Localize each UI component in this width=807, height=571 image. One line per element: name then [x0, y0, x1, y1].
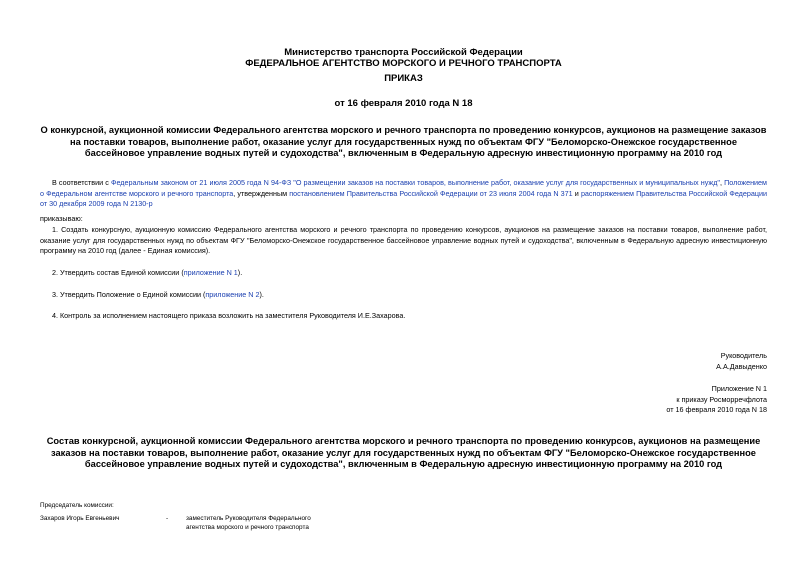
federal-law-link[interactable]: Федеральным законом от 21 июля 2005 года N 94-ФЗ "О размещении заказов на поставки товаров, выполнение работ, оказание услуг для государственных и муниципальных нужд" [110, 178, 720, 187]
order-item-2 [40, 268, 767, 279]
order-item-3-text: 3. Утвердить Положение о Единой комиссии ( [52, 290, 206, 299]
preamble-text-1: В соответствии с [52, 178, 111, 187]
appendix-header [666, 384, 767, 416]
document-type: ПРИКАЗ [384, 73, 423, 84]
order-item-2-end: ). [237, 268, 243, 277]
document-title: О конкурсной, аукционной комиссии Федерального агентства морского и речного транспорта по проведению конкурсов, аукционов на размещение заказов на поставки товаров, выполнение работ, оказание услуг для государственных нужд по объектам ФГУ "Беломорско-Онежское государственное бассейновое управление водных путей и судоходства", включенным в Федеральную адресную инвестиционную программу на 2010 год [40, 125, 767, 158]
ministry-name: Министерство транспорта Российской Федерации [284, 47, 523, 58]
commission-member-role-line-1: заместитель Руководителя Федерального [186, 515, 311, 522]
order-item-1: 1. Создать конкурсную, аукционную комиссию Федерального агентства морского и речного транспорта по проведению конкурсов, аукционов на размещение заказов на поставки товаров, выполнение работ, оказание услуг для государственных нужд по объектам ФГУ "Беломорско-Онежское государственное бассейновое управление водных путей и судоходства", включенным в Федеральную адресную инвестиционную программу на 2010 год (далее - Единая комиссия). [40, 225, 767, 256]
signature-block [716, 351, 767, 372]
commission-member-name: Захаров Игорь Евгеньевич [40, 515, 120, 522]
prikazyvayu-label: приказываю: [40, 214, 83, 223]
preamble-text-4: и [572, 188, 581, 198]
appendix-2-link[interactable]: приложение N 2 [205, 290, 260, 299]
order-item-4: 4. Контроль за исполнением настоящего приказа возложить на заместителя Руководителя И.Е.Захарова. [52, 311, 406, 320]
agency-name: ФЕДЕРАЛЬНОЕ АГЕНТСТВО МОРСКОГО И РЕЧНОГО ТРАНСПОРТА [245, 58, 562, 69]
preamble-text-2: , [719, 178, 725, 187]
order-link[interactable]: распоряжением Правительства Российской Федерации от 30 декабря 2009 года N 2130-р [40, 188, 768, 209]
order-item-3-end: ). [259, 290, 264, 299]
commission-member-role-line-2: агентства морского и речного транспорта [186, 524, 309, 531]
resolution-link[interactable]: постановлением Правительства Российской Федерации от 23 июля 2004 года N 371 [289, 188, 573, 198]
document-date-number: от 16 февраля 2010 года N 18 [334, 98, 473, 109]
commission-composition-title: Состав конкурсной, аукционной комиссии Федерального агентства морского и речного транспорта по проведению конкурсов, аукционов на размещение заказов на поставки товаров, выполнение работ, оказание услуг для государственных нужд по объектам ФГУ "Беломорско-Онежское государственное бассейновое управление водных путей и судоходства", включенным в Федеральную адресную инвестиционную программу на 2010 год [46, 436, 761, 469]
commission-chair-label: Председатель комиссии: [40, 502, 114, 509]
signature-name: А.А.Давыденко [716, 361, 767, 371]
appendix-label: Приложение N 1 [711, 384, 767, 393]
order-item-2-text: 2. Утвердить состав Единой комиссии ( [52, 268, 184, 277]
regulation-link[interactable]: Положением о Федеральном агентстве морского и речного транспорта [40, 178, 767, 198]
commission-member-dash: - [166, 515, 169, 522]
appendix-date: от 16 февраля 2010 года N 18 [666, 405, 767, 415]
document-header [0, 47, 807, 69]
order-item-3 [40, 290, 767, 301]
appendix-to-order: к приказу Росморречфлота [676, 394, 767, 404]
preamble-text-3: , утвержденным [233, 188, 290, 198]
appendix-1-link[interactable]: приложение N 1 [183, 268, 238, 277]
preamble-paragraph [40, 178, 767, 210]
signature-position: Руководитель [720, 351, 767, 360]
commission-member-role [186, 514, 311, 532]
